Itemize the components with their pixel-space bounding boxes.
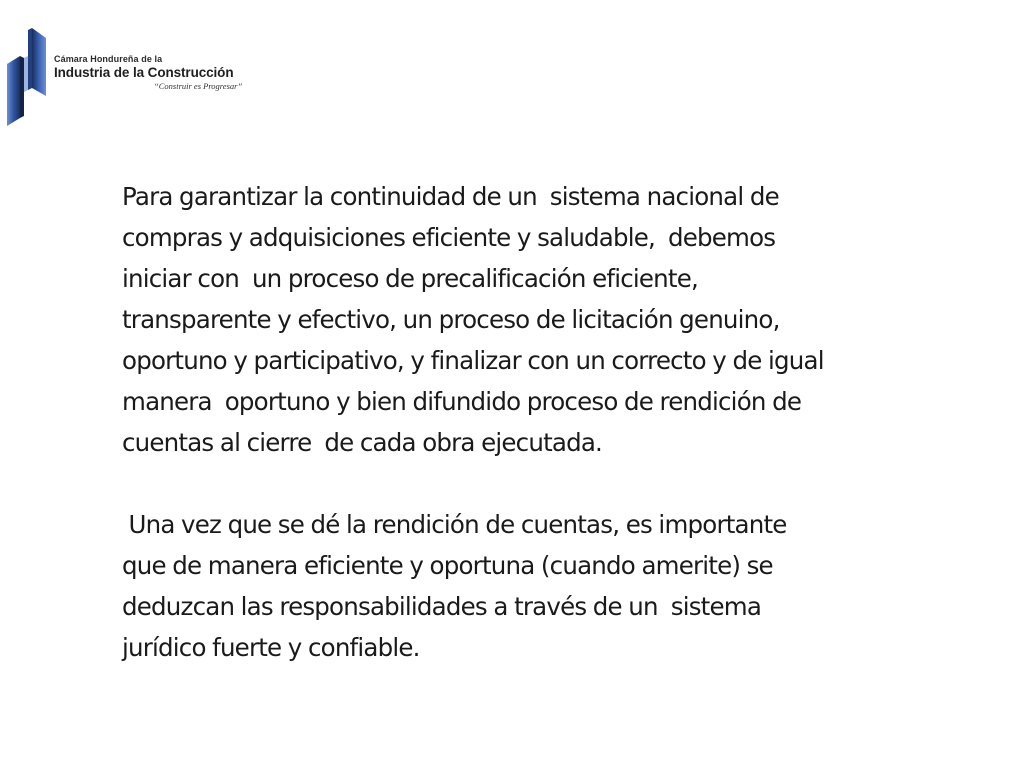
organization-name xyxy=(54,55,242,90)
body-line: oportuno y participativo, y finalizar con un correcto y de igual xyxy=(122,346,824,375)
body-line: cuentas al cierre de cada obra ejecutada. xyxy=(122,428,603,457)
body-line: que de manera eficiente y oportuna (cuando amerite) se xyxy=(122,551,773,580)
body-line: Para garantizar la continuidad de un sistema nacional de xyxy=(122,182,779,211)
body-line: iniciar con un proceso de precalificación eficiente, xyxy=(122,264,698,293)
paragraph-spacer xyxy=(122,463,992,504)
body-line: deduzcan las responsabilidades a través de un sistema xyxy=(122,592,762,621)
slide-body xyxy=(122,176,992,668)
organization-name-line2: Industria de la Construcción xyxy=(54,65,234,80)
organization-name-line1: Cámara Hondureña de la xyxy=(54,54,163,64)
body-line: jurídico fuerte y confiable. xyxy=(122,633,420,662)
body-line: Una vez que se dé la rendición de cuentas, es importante xyxy=(122,510,787,539)
paragraph-accountability xyxy=(122,504,992,668)
chamber-logo xyxy=(4,26,254,126)
organization-tagline: “Construir es Progresar” xyxy=(154,80,243,91)
body-line: manera oportuno y bien difundido proceso de rendición de xyxy=(122,387,802,416)
body-line: compras y adquisiciones eficiente y saludable, debemos xyxy=(122,223,776,252)
building-columns-icon xyxy=(4,26,54,126)
body-line: transparente y efectivo, un proceso de licitación genuino, xyxy=(122,305,780,334)
paragraph-continuity xyxy=(122,176,992,463)
